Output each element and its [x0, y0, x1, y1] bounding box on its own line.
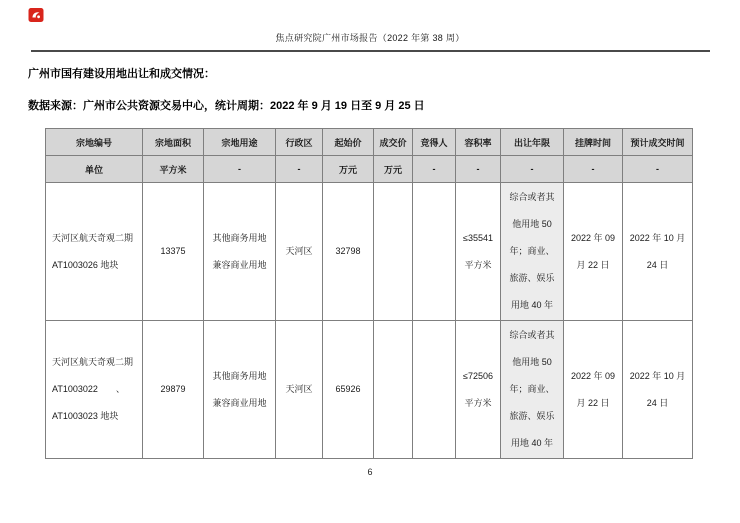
table-cell: 天河区	[276, 321, 323, 459]
table-cell	[413, 321, 456, 459]
column-header: 容积率	[456, 129, 501, 156]
column-header: 宗地编号	[46, 129, 143, 156]
column-header: 宗地用途	[204, 129, 276, 156]
column-header: 预计成交时间	[623, 129, 693, 156]
table-cell: 29879	[143, 321, 204, 459]
column-unit: -	[276, 156, 323, 183]
table-cell: 2022 年 09 月 22 日	[564, 183, 623, 321]
table-header-row-units	[46, 156, 693, 183]
table-cell	[413, 183, 456, 321]
column-header: 行政区	[276, 129, 323, 156]
column-unit: -	[564, 156, 623, 183]
table-cell: 2022 年 10 月 24 日	[623, 321, 693, 459]
column-header: 挂牌时间	[564, 129, 623, 156]
table-cell: ≤72506 平方米	[456, 321, 501, 459]
table-cell	[374, 183, 413, 321]
page-number: 6	[367, 467, 373, 477]
column-unit: -	[456, 156, 501, 183]
table-cell: 综合或者其 他用地 50 年；商业、 旅游、娱乐 用地 40 年	[501, 183, 564, 321]
table-cell	[374, 321, 413, 459]
focus-brand-logo-icon	[28, 7, 44, 23]
table-cell: 天河区航天奇观二期 AT1003022 、 AT1003023 地块	[46, 321, 143, 459]
table-header-row-labels	[46, 129, 693, 156]
column-unit: 万元	[374, 156, 413, 183]
table-cell: 其他商务用地 兼容商业用地	[204, 183, 276, 321]
column-header: 竞得人	[413, 129, 456, 156]
column-unit: 万元	[323, 156, 374, 183]
table-cell: 天河区	[276, 183, 323, 321]
table-cell: 其他商务用地 兼容商业用地	[204, 321, 276, 459]
column-header: 成交价	[374, 129, 413, 156]
table-cell: ≤35541 平方米	[456, 183, 501, 321]
table-cell: 32798	[323, 183, 374, 321]
table-cell: 2022 年 09 月 22 日	[564, 321, 623, 459]
land-transactions-table-wrap	[45, 128, 693, 459]
table-row	[46, 321, 693, 459]
table-cell: 2022 年 10 月 24 日	[623, 183, 693, 321]
column-unit: -	[413, 156, 456, 183]
column-unit: -	[623, 156, 693, 183]
column-unit: -	[501, 156, 564, 183]
column-header: 起始价	[323, 129, 374, 156]
header-rule-divider	[31, 50, 710, 52]
land-transactions-table	[45, 128, 693, 459]
table-cell: 天河区航天奇观二期 AT1003026 地块	[46, 183, 143, 321]
column-unit: 平方米	[143, 156, 204, 183]
table-cell: 13375	[143, 183, 204, 321]
section-title: 广州市国有建设用地出让和成交情况：	[28, 68, 215, 80]
table-cell: 综合或者其 他用地 50 年；商业、 旅游、娱乐 用地 40 年	[501, 321, 564, 459]
table-body	[46, 183, 693, 459]
column-unit: 单位	[46, 156, 143, 183]
running-header-title: 焦点研究院广州市场报告（2022 年第 38 周）	[275, 33, 465, 43]
table-cell: 65926	[323, 321, 374, 459]
column-header: 宗地面积	[143, 129, 204, 156]
data-source-line: 数据来源：广州市公共资源交易中心，统计周期：2022 年 9 月 19 日至 9 月 25 日	[28, 100, 425, 112]
table-row	[46, 183, 693, 321]
column-header: 出让年限	[501, 129, 564, 156]
column-unit: -	[204, 156, 276, 183]
